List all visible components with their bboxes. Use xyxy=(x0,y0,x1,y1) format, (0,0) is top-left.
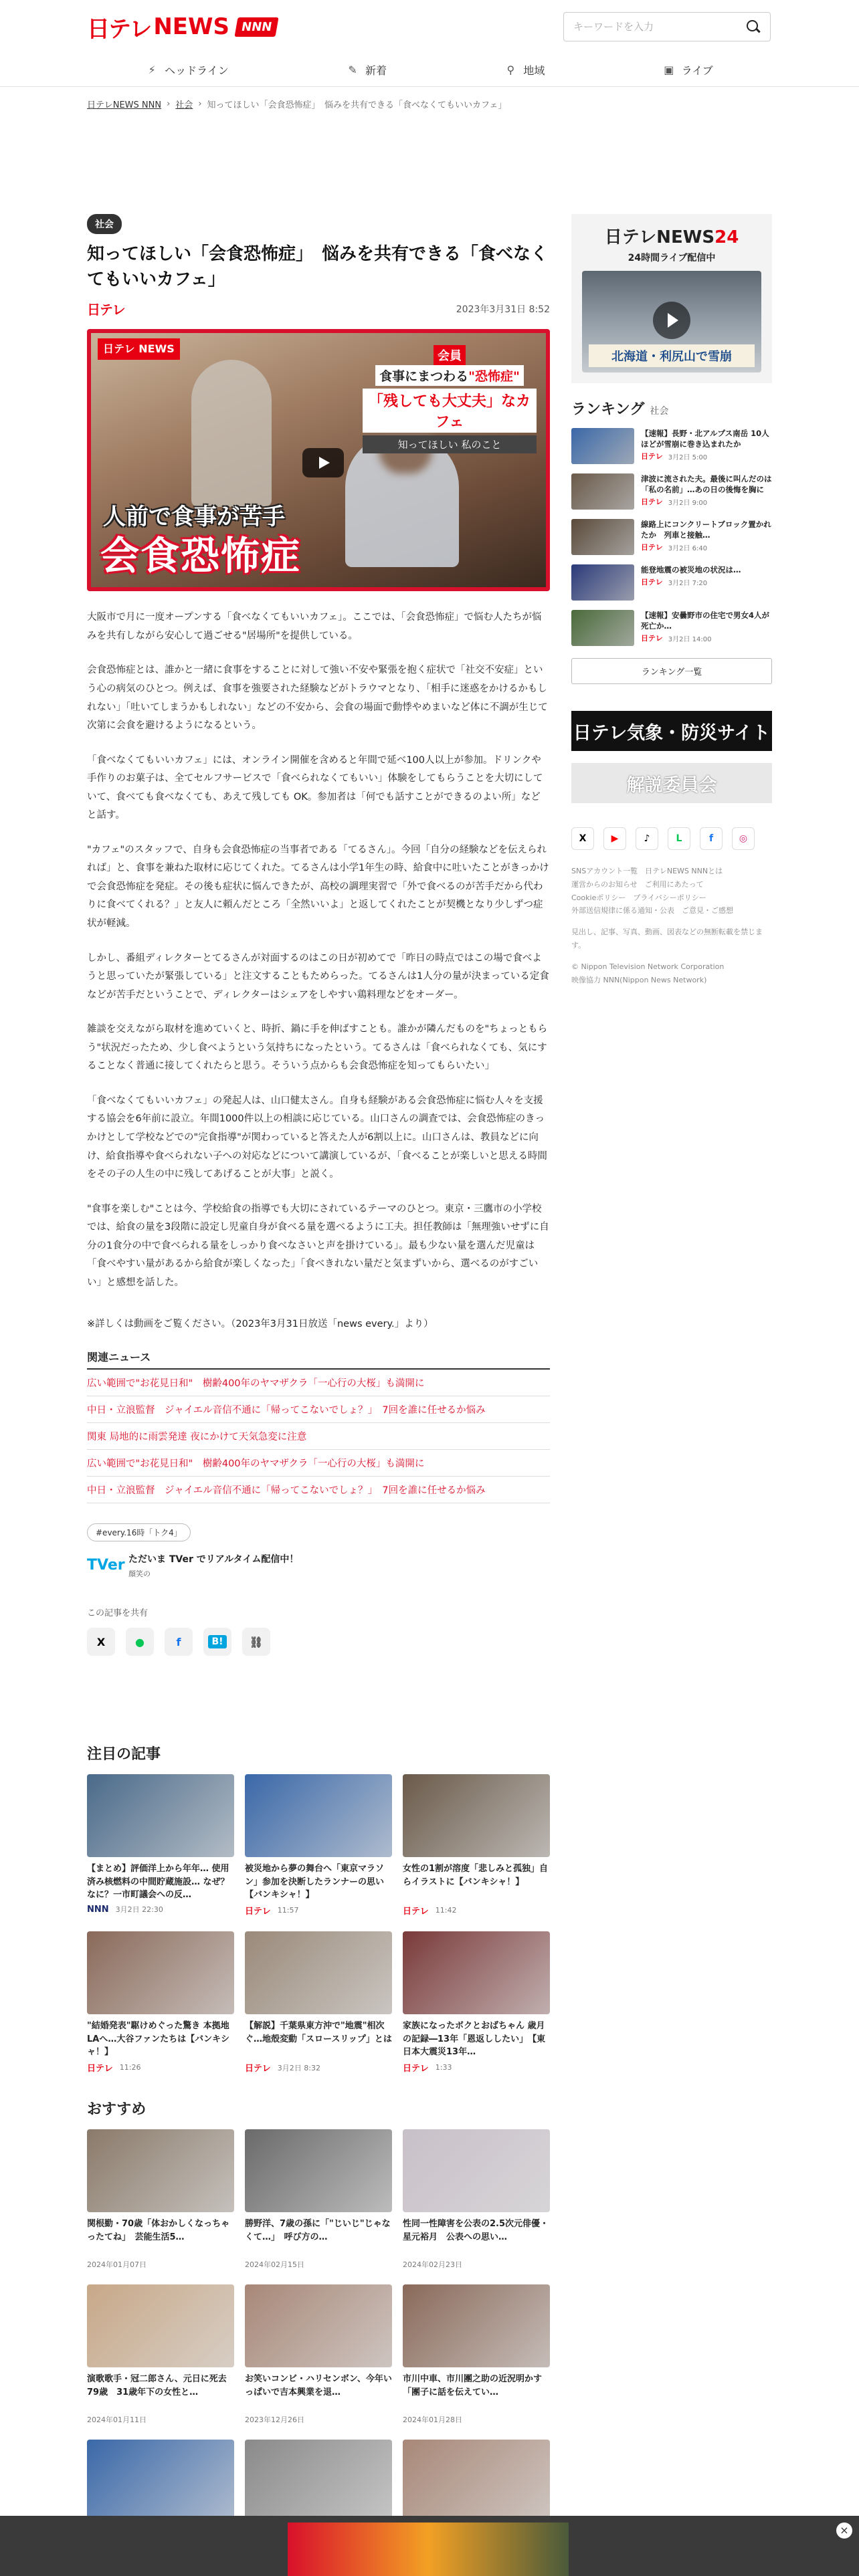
live-sub: 24時間ライブ配信中 xyxy=(628,253,716,263)
card-time: 3月2日 22:30 xyxy=(115,1905,163,1915)
category-badge[interactable]: 社会 xyxy=(87,214,122,234)
card-time: 2024年02月15日 xyxy=(245,2260,304,2270)
ranking-item[interactable] xyxy=(571,428,772,464)
share-label: この記事を共有 xyxy=(87,1608,149,1619)
link-icon[interactable]: ⛓ xyxy=(242,1628,270,1656)
article-card[interactable] xyxy=(245,1774,392,1917)
ranking-thumbnail[interactable] xyxy=(571,610,634,646)
play-icon[interactable] xyxy=(302,448,344,477)
paragraph: 「食べなくてもいいカフェ」には、オンライン開催を含めると年間で延べ100人以上が参加。ドリンクや手作りのお菓子は、全てセルフサービスで「食べられなくてもいい」体験をしてもらうことを大切にしていて、食べても食べなくても、あえて残しても OK。参加者は「何でも話すことができるのよい所」などと話す。 xyxy=(87,754,543,821)
card-thumbnail[interactable] xyxy=(245,2284,392,2367)
source-logo: 日テレ xyxy=(87,302,125,318)
ranking-time: 3月2日 7:20 xyxy=(668,579,708,587)
tver-promo[interactable] xyxy=(87,1552,550,1579)
card-time: 11:57 xyxy=(277,1906,299,1915)
article-card[interactable] xyxy=(87,1774,234,1917)
logo-nnn: NNN xyxy=(234,17,278,37)
ranking-meta xyxy=(641,451,772,461)
article-date: 2023年3月31日 8:52 xyxy=(456,304,550,315)
ranking-source: 日テレ xyxy=(641,452,663,461)
kaisetsu-banner[interactable]: 解説委員会 xyxy=(571,763,772,803)
card-thumbnail[interactable] xyxy=(403,2440,550,2523)
youtube-icon[interactable]: ▶ xyxy=(603,827,626,850)
related-link[interactable]: 広い範囲で"お花見日和" 樹齢400年のヤマザクラ「一心行の大桜」も満開に xyxy=(87,1450,550,1477)
ranking-text[interactable]: 【速報】安曇野市の住宅で男女4人が死亡か… xyxy=(641,611,769,631)
video-head1-hl: "恐怖症" xyxy=(468,369,520,385)
card-meta xyxy=(245,1904,392,1917)
article-meta xyxy=(87,299,550,318)
card-source: 日テレ xyxy=(87,2064,113,2074)
article-card[interactable] xyxy=(403,2284,550,2425)
related-title: 関連ニュース xyxy=(87,1351,151,1364)
video-player[interactable] xyxy=(87,329,550,591)
ranking-thumbnail[interactable] xyxy=(571,428,634,464)
recommended-title: おすすめ xyxy=(87,2101,147,2119)
footer-link[interactable]: 映像協力 NNN(Nippon News Network) xyxy=(571,975,707,984)
share-x-button[interactable]: X xyxy=(87,1628,115,1656)
ranking-text[interactable]: 津波に流された夫。最後に叫んだのは「私の名前」…あの日の後悔を胸に xyxy=(641,474,772,495)
card-title[interactable]: 【解説】千葉県東方沖で"地震"相次ぐ…地殻変動「スロースリップ」とは xyxy=(245,2021,392,2044)
card-source: 日テレ xyxy=(403,1907,429,1917)
footer-link[interactable]: © Nippon Television Network Corporation xyxy=(571,962,725,971)
ranking-source: 日テレ xyxy=(641,634,663,643)
facebook-icon[interactable]: f xyxy=(700,827,723,850)
play-icon[interactable] xyxy=(653,302,690,339)
card-title[interactable]: 勝野洋、7歳の孫に「"じいじ"じゃなくて…」 呼び方の… xyxy=(245,2219,391,2242)
article-card[interactable] xyxy=(87,2129,234,2270)
ranking-meta xyxy=(641,633,772,643)
main-nav xyxy=(0,53,859,87)
social-icons xyxy=(571,827,772,850)
spacer xyxy=(571,952,772,960)
card-thumbnail[interactable] xyxy=(403,1931,550,2014)
card-thumbnail[interactable] xyxy=(87,1774,234,1857)
card-title[interactable]: 演歌歌手・冠二郎さん、元日に死去 79歳 31歳年下の女性と… xyxy=(87,2374,227,2397)
card-thumbnail[interactable] xyxy=(87,2284,234,2367)
video-head2: 「残しても大丈夫」なカフェ xyxy=(363,389,537,433)
ranking-source: 日テレ xyxy=(641,578,663,587)
ranking-more-button[interactable]: ランキング一覧 xyxy=(571,658,772,684)
card-title[interactable]: お笑いコンビ・ハリセンボン、今年いっぱいで吉本興業を退… xyxy=(245,2374,392,2397)
program-tag[interactable]: #every.16時「トク4」 xyxy=(87,1523,191,1541)
card-title[interactable]: 被災地から夢の舞台へ「東京マラソン」参加を決断したランナーの思い【バンキシャ！】 xyxy=(245,1864,385,1901)
ranking-header xyxy=(571,398,772,419)
card-time: 2024年01月07日 xyxy=(87,2260,147,2270)
card-source: 日テレ xyxy=(245,2064,271,2074)
related-link[interactable]: 広い範囲で"お花見日和" 樹齢400年のヤマザクラ「一心行の大桜」も満開に xyxy=(87,1368,550,1396)
featured-grid xyxy=(87,1774,550,2074)
nav-region[interactable] xyxy=(504,62,545,78)
card-thumbnail[interactable] xyxy=(245,2129,392,2212)
ranking-meta xyxy=(641,496,772,507)
close-icon[interactable]: × xyxy=(836,2523,852,2539)
featured-title: 注目の記事 xyxy=(87,1746,161,1763)
logo-mark: 日テレ xyxy=(87,15,151,43)
video-subtitle: 人前で食事が苦手 xyxy=(103,504,285,531)
chevron-right-icon: › xyxy=(198,98,202,109)
paragraph: 大阪市で月に一度オープンする「食べなくてもいいカフェ」。ここでは、「会食恐怖症」で悩む人たちが悩みを共有しながら安心して過ごせる"居場所"を提供している。 xyxy=(87,612,542,641)
sidebar-links xyxy=(571,865,772,986)
footer-link[interactable]: 運営からのお知らせ ご利用にあたって xyxy=(571,879,704,889)
ranking-item[interactable] xyxy=(571,473,772,510)
article-card[interactable] xyxy=(245,2284,392,2425)
ranking-item[interactable] xyxy=(571,610,772,646)
ranking-source: 日テレ xyxy=(641,543,663,552)
card-time: 2024年01月28日 xyxy=(403,2416,462,2425)
article-card[interactable] xyxy=(403,2129,550,2270)
live-icon: ▣ xyxy=(664,63,674,76)
article-card[interactable] xyxy=(403,1931,550,2074)
ranking-source: 日テレ xyxy=(641,498,663,507)
breadcrumb-home[interactable]: 日テレNEWS NNN xyxy=(87,100,162,110)
card-title[interactable]: 家族になったボクとおばちゃん 歳月の記録―13年「恩返ししたい」 【東日本大震災13年… xyxy=(403,2021,546,2058)
card-source: 日テレ xyxy=(245,1907,271,1917)
ranking-list xyxy=(571,428,772,646)
x-icon[interactable]: X xyxy=(571,827,594,850)
card-thumbnail[interactable] xyxy=(245,1931,392,2014)
ranking-category: 社会 xyxy=(650,406,669,417)
card-title[interactable]: 女性の1割が溶度「悲しみと孤独」自らイラストに【バンキシャ！】 xyxy=(403,1864,549,1887)
video-head1 xyxy=(375,365,524,386)
card-time: 11:42 xyxy=(435,1906,457,1915)
live-logo xyxy=(582,223,761,248)
search-box xyxy=(563,12,771,41)
video-tag: 会員 xyxy=(434,345,466,365)
logo-news: NEWS xyxy=(153,13,229,40)
article-card[interactable] xyxy=(87,2284,234,2425)
paragraph: "食事を楽しむ"ことは今、学校給食の指導でも大切にされているテーマのひとつ。東京・三鷹市の小学校では、給食の量を3段階に設定し児童自身が食べる量を選べるように工夫。担任教師は「無理強いせずに自分の1食分の中で食べられる量をしっかり食べなさいと声を掛けている」。最も少ない量を選んだ児童は「食べやすい量があるから給食が楽しくなった」「食べきれない量だと気まずいから、選べるのがすごいい」と感想を話した。 xyxy=(87,1203,549,1288)
ranking-item[interactable] xyxy=(571,564,772,601)
card-source: NNN xyxy=(87,1904,109,1915)
nav-label: 新着 xyxy=(365,64,387,77)
card-meta xyxy=(403,1904,550,1917)
share-facebook-button[interactable]: f xyxy=(165,1628,193,1656)
article-column xyxy=(87,214,550,2576)
card-time: 2024年01月11日 xyxy=(87,2416,147,2425)
card-time: 2024年02月23日 xyxy=(403,2260,462,2270)
card-thumbnail[interactable] xyxy=(245,1774,392,1857)
ranking-meta xyxy=(641,576,741,587)
card-meta xyxy=(403,2414,550,2425)
breadcrumb-category[interactable]: 社会 xyxy=(175,100,193,110)
card-time: 2023年12月26日 xyxy=(245,2416,304,2425)
live-logo-text: 日テレNEWS xyxy=(604,227,715,247)
live-caption: 北海道・利尻山で雪崩 xyxy=(589,344,755,367)
site-logo[interactable] xyxy=(87,11,277,43)
bottom-ad[interactable] xyxy=(0,2516,859,2576)
tver-title: ただいま TVer でリアルタイム配信中！ xyxy=(128,1554,299,1566)
nav-new[interactable] xyxy=(347,62,387,78)
card-time: 1:33 xyxy=(435,2063,452,2072)
related-link[interactable]: 中日・立浪監督 ジャイエル音信不通に「帰ってこないでしょ？」 7回を誰に任せるか悩み xyxy=(87,1396,550,1423)
paragraph: "カフェ"のスタッフで、自身も会食恐怖症の当事者である「てるさん」。今回「自分の経験などを伝えられれば」と、食事を兼ねた取材に応じてくれた。てるさんは小学1年生の時、給食中に吐いたことがきっかけで会食恐怖症を発症。その後も症状に悩んできたが、高校の調理実習で「外で食べるのが苦手だから代わりに食べてくれる？」と友人に頼んだところ「全然いいよ」と返してくれたことが契機となり少しずつ症状が軽減。 xyxy=(87,844,549,930)
footer-link[interactable]: 見出し、記事、写真、動画、図表などの無断転載を禁じます。 xyxy=(571,928,763,950)
article-title: 知ってほしい「会食恐怖症」 悩みを共有できる「食べなくてもいいカフェ」 xyxy=(87,244,549,290)
ad-image[interactable] xyxy=(288,2523,569,2576)
ranking-meta xyxy=(641,542,772,552)
live-thumbnail[interactable] xyxy=(582,271,761,372)
card-meta xyxy=(403,2061,550,2074)
ranking-time: 3月2日 6:40 xyxy=(668,544,708,552)
share-buttons xyxy=(87,1628,550,1656)
chevron-right-icon: › xyxy=(167,98,171,109)
ranking-text[interactable]: 線路上にコンクリートブロック置かれたか 列車と接触… xyxy=(641,520,771,540)
video-main-caption: 会食恐怖症 xyxy=(100,533,302,579)
card-source: 日テレ xyxy=(403,2064,429,2074)
nav-label: ヘッドライン xyxy=(165,64,229,77)
sidebar xyxy=(571,214,772,986)
tiktok-icon[interactable]: ♪ xyxy=(636,827,658,850)
live-logo-num: 24 xyxy=(714,227,739,247)
card-title[interactable]: 市川中車、市川團之助の近況明かす 「團子に話を伝えてい… xyxy=(403,2374,543,2397)
footer-link[interactable]: SNSアカウント一覧 日テレNEWS NNNとは xyxy=(571,867,723,875)
video-channel-logo: 日テレ NEWS xyxy=(98,338,180,359)
card-title[interactable]: 関根勤・70歳「体おかしくなっちゃったてね」 芸能生活5… xyxy=(87,2219,230,2242)
ranking-thumbnail[interactable] xyxy=(571,473,634,510)
live-box[interactable] xyxy=(571,214,772,383)
nav-label: ライブ xyxy=(681,64,713,77)
hatena-icon: B! xyxy=(208,1635,226,1648)
video-head3: 知ってほしい 私のこと xyxy=(363,435,537,453)
card-meta xyxy=(403,2259,550,2270)
search-input[interactable] xyxy=(573,21,746,33)
paragraph: 「食べなくてもいいカフェ」の発起人は、山口健太さん。自身も経験がある会食恐怖症に悩む人々を支援する協会を6年前に設立。年間1000件以上の相談に応じている。山口さんの調査では、会食恐怖症のきっかけとして学校などでの"完食指導"が関わっていると答えた人が6割以上に。山口さんは、教員などに向け、給食指導や食べられない子への対応などについて講演しているが、「食べることが楽しいと思える時間をその子の人生の中に残してあげることが大事」と説く。 xyxy=(87,1095,547,1180)
card-meta xyxy=(245,2259,392,2270)
ranking-title: ランキング xyxy=(571,401,645,418)
article-card[interactable] xyxy=(403,1774,550,1917)
video-head1-pre: 食事にまつわる xyxy=(379,369,469,385)
article-note: ※詳しくは動画をご覧ください。（2023年3月31日放送「news every.」より） xyxy=(87,1319,434,1330)
new-icon: ✎ xyxy=(348,63,357,76)
related-news xyxy=(87,1349,550,1503)
card-title[interactable]: "結婚発表"駆けめぐった驚き 本拠地LAへ…大谷ファンたちは【バンキシャ！】 xyxy=(87,2021,229,2058)
ranking-thumbnail[interactable] xyxy=(571,519,634,555)
ranking-text[interactable]: 能登地震の被災地の状況は… xyxy=(641,565,741,574)
ranking-text[interactable]: 【速報】長野・北アルプス南岳 10人ほどが雪崩に巻き込まれたか xyxy=(641,429,769,449)
ranking-time: 3月2日 14:00 xyxy=(668,635,712,643)
card-thumbnail[interactable] xyxy=(403,2129,550,2212)
bolt-icon: ⚡ xyxy=(148,63,156,76)
card-time: 11:26 xyxy=(119,2063,141,2072)
ranking-item[interactable] xyxy=(571,519,772,555)
card-thumbnail[interactable] xyxy=(87,2129,234,2212)
nav-headline[interactable] xyxy=(146,62,229,78)
card-title[interactable]: 性同一性障害を公表の2.5次元俳優・星元裕月 公表への思い… xyxy=(403,2219,549,2242)
footer-link[interactable]: Cookieポリシー プライバシーポリシー xyxy=(571,893,706,902)
instagram-icon[interactable]: ◎ xyxy=(732,827,755,850)
breadcrumb xyxy=(0,87,859,120)
paragraph: 会食恐怖症とは、誰かと一緒に食事をすることに対して強い不安や緊張を抱く症状で「社交不安症」という心の病気のひとつ。例えば、食事を強要された経験などがトラウマとなり、「相手に迷惑をかけるかもしれない」「吐いてしまうかもしれない」などの不安から、会食の場面で動悸やめまいなど体に不調が生じて次第に会食を避けるようになるという。 xyxy=(87,665,548,732)
card-thumbnail[interactable] xyxy=(87,2440,234,2523)
card-thumbnail[interactable] xyxy=(245,2440,392,2523)
card-thumbnail[interactable] xyxy=(87,1931,234,2014)
article-body xyxy=(87,609,550,1292)
recommended-grid xyxy=(87,2129,550,2576)
paragraph: 雑談を交えながら取材を進めていくと、時折、鍋に手を伸ばすことも。誰かが隣んだものを"ちょっともらう"状況だったため、少し食べようという気持ちになったという。てるさんは「食べられなくても、気にすることなく普通に接してくれたらと思う。そういう点からも会食恐怖症を知ってもらいたい」 xyxy=(87,1024,548,1072)
share-line-button[interactable]: ● xyxy=(126,1628,154,1656)
card-meta xyxy=(87,2414,234,2425)
card-title[interactable]: 【まとめ】評価洋上から年年… 使用済み核燃料の中間貯蔵施設… なぜ？なに？一市町議会への反… xyxy=(87,1864,229,1901)
share-hatena-button[interactable] xyxy=(203,1628,231,1656)
card-time: 3月2日 8:32 xyxy=(277,2063,320,2072)
nav-live[interactable] xyxy=(663,62,713,78)
card-meta xyxy=(87,2259,234,2270)
site-header xyxy=(0,0,859,53)
weather-banner[interactable]: 日テレ気象・防災サイト xyxy=(571,711,772,751)
video-headline xyxy=(363,345,537,453)
ranking-time: 3月2日 9:00 xyxy=(668,499,708,507)
card-meta xyxy=(245,2061,392,2074)
tver-logo: TVer xyxy=(87,1557,125,1574)
article-card[interactable] xyxy=(87,1931,234,2074)
nav-label: 地域 xyxy=(523,64,545,77)
card-meta xyxy=(87,1904,234,1915)
ranking-time: 3月2日 5:00 xyxy=(668,453,708,461)
footer-link[interactable]: 外部送信規律に係る通知・公表 ご意見・ご感想 xyxy=(571,906,733,916)
card-thumbnail[interactable] xyxy=(403,1774,550,1857)
article-card[interactable] xyxy=(245,1931,392,2074)
article-card[interactable] xyxy=(245,2129,392,2270)
card-thumbnail[interactable] xyxy=(403,2284,550,2367)
card-meta xyxy=(245,2414,392,2425)
tver-sub: 顔笑の xyxy=(128,1570,151,1579)
line-icon[interactable]: L xyxy=(668,827,690,850)
spacer xyxy=(571,918,772,926)
pin-icon: ⚲ xyxy=(506,63,515,76)
breadcrumb-current: 知ってほしい「会食恐怖症」 悩みを共有できる「食べなくてもいいカフェ」 xyxy=(207,100,507,110)
paragraph: しかし、番組ディレクターとてるさんが対面するのはこの日が初めてで「昨日の時点ではこの場で食べようと思っていたが緊張している」と注文することもためらった。てるさんは1人分の量が決まっている定食などが苦手だということで、ディレクターはシェアをしやすい鶏料理などをオーダー。 xyxy=(87,952,549,1000)
card-meta xyxy=(87,2061,234,2074)
related-link[interactable]: 関東 局地的に雨雲発達 夜にかけて天気急変に注意 xyxy=(87,1423,550,1450)
related-link[interactable]: 中日・立浪監督 ジャイエル音信不通に「帰ってこないでしょ？」 7回を誰に任せるか悩み xyxy=(87,1477,550,1503)
ranking-thumbnail[interactable] xyxy=(571,564,634,601)
search-icon[interactable] xyxy=(746,19,761,34)
video-figure xyxy=(191,360,272,507)
